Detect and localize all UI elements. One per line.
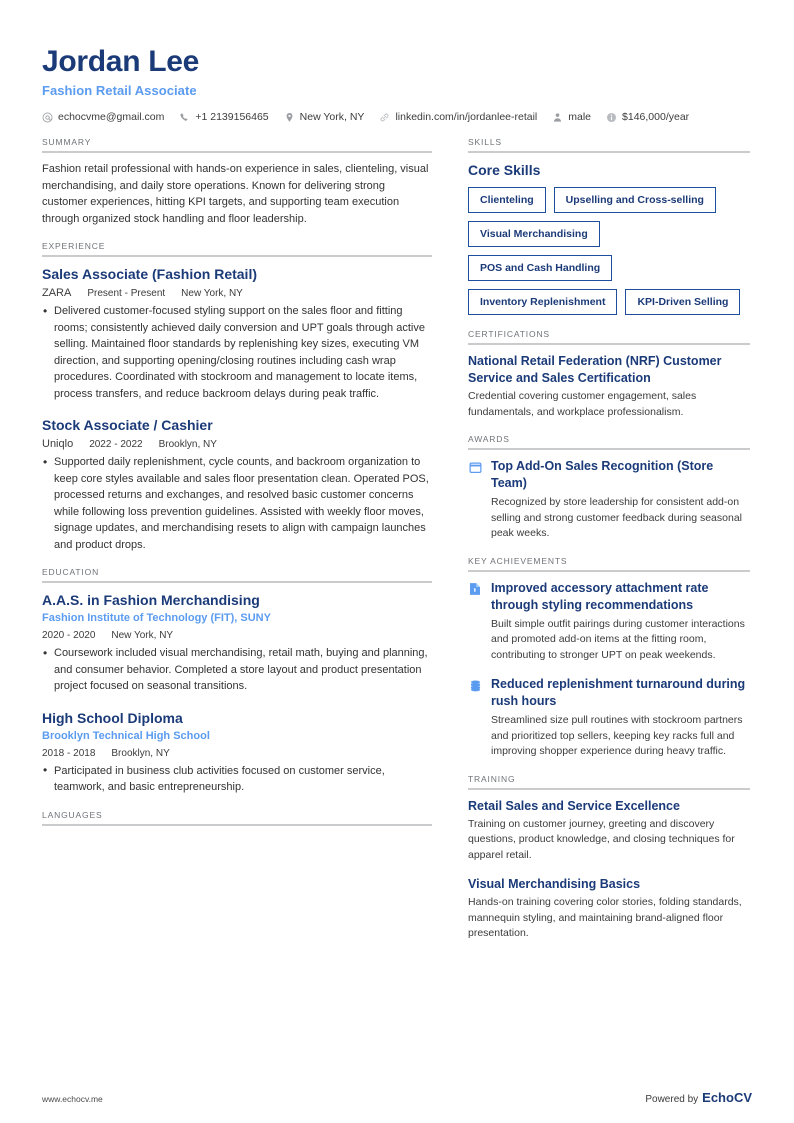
achievement-item (468, 580, 750, 664)
achievement-body (491, 580, 750, 664)
location-icon (284, 112, 295, 123)
skills-group-title: Core Skills (468, 162, 541, 178)
contact-salary-value: $146,000/year (622, 111, 690, 123)
section-key-achievements (468, 556, 750, 760)
education-degree: High School Diploma (42, 709, 183, 726)
summary-text: Fashion retail professional with hands-on experience in sales, clienteling, visual merchandising, and daily store operations. Known for delivering strong customer experiences, hitting KPI targets, and supporting team execution through organized stock handling and floor leadership. (42, 163, 429, 225)
contact-gender (552, 111, 591, 123)
certification-title: National Retail Federation (NRF) Customer Service and Sales Certification (468, 354, 722, 385)
education-bullets (42, 763, 432, 796)
contact-row (42, 111, 752, 123)
experience-title: Sales Associate (Fashion Retail) (42, 266, 257, 282)
section-heading-languages: LANGUAGES (42, 809, 103, 820)
skill-chip: Clienteling (468, 187, 546, 213)
skill-chip: Visual Merchandising (468, 221, 600, 247)
section-certifications (468, 329, 750, 420)
skill-chip: POS and Cash Handling (468, 255, 612, 281)
section-heading-summary: SUMMARY (42, 137, 92, 147)
experience-title: Stock Associate / Cashier (42, 417, 213, 433)
person-icon (552, 112, 563, 123)
experience-entry (42, 265, 432, 402)
skill-chip: Upselling and Cross-selling (554, 187, 716, 213)
achievement-body (491, 676, 750, 760)
section-awards (468, 434, 750, 542)
section-divider (468, 343, 750, 345)
calendar-icon (468, 459, 482, 476)
section-divider (468, 151, 750, 153)
award-title: Top Add-On Sales Recognition (Store Team) (491, 459, 714, 490)
experience-dates: 2022 - 2022 (89, 439, 143, 450)
education-school: Fashion Institute of Technology (FIT), SUNY (42, 612, 271, 624)
section-divider (42, 151, 432, 153)
experience-org: Uniqlo (42, 438, 74, 450)
section-heading-key-achievements: KEY ACHIEVEMENTS (468, 555, 568, 566)
section-summary (42, 137, 432, 227)
award-item (468, 458, 750, 542)
section-experience (42, 241, 432, 553)
skill-chip: KPI-Driven Selling (625, 289, 740, 315)
experience-org: ZARA (42, 287, 72, 299)
contact-location (284, 111, 365, 123)
email-icon (42, 112, 53, 123)
section-training (468, 774, 750, 942)
left-column (42, 137, 432, 956)
education-school: Brooklyn Technical High School (42, 729, 210, 742)
contact-phone[interactable] (179, 111, 268, 123)
full-name: Jordan Lee (42, 45, 200, 78)
section-divider (42, 824, 432, 826)
skill-chip-list (468, 187, 750, 315)
bullet-item: • Participated in business club activities focused on customer service, teamwork, and basic entrepreneurship. (42, 763, 432, 796)
experience-meta (42, 437, 432, 452)
section-divider (42, 581, 432, 583)
resume-columns (42, 137, 752, 956)
training-title: Retail Sales and Service Excellence (468, 798, 680, 813)
training-item (468, 876, 750, 942)
education-bullets (42, 645, 432, 695)
info-icon (606, 112, 617, 123)
education-dates: 2020 - 2020 (42, 630, 96, 641)
section-divider (42, 255, 432, 257)
education-degree: A.A.S. in Fashion Merchandising (42, 592, 260, 608)
contact-phone-value: +1 2139156465 (195, 111, 269, 123)
education-location: New York, NY (111, 630, 174, 641)
section-skills (468, 137, 750, 315)
job-title: Fashion Retail Associate (42, 83, 197, 98)
achievement-desc: Streamlined size pull routines with stockroom partners and prioritized top sellers, keeping key racks full and improving shopper experience during heavy traffic. (491, 714, 743, 757)
achievement-title: Improved accessory attachment rate through styling recommendations (491, 580, 709, 612)
contact-salary (606, 111, 689, 123)
contact-location-value: New York, NY (299, 111, 365, 123)
experience-location: New York, NY (181, 288, 243, 299)
bullet-item: • Delivered customer-focused styling support on the sales floor and fitting rooms; consistently achieved daily conversion and UPT goals through active selling. Maintained floor standards by replenishing key sizes, executing VM direction, and supporting opening/closing routines including cash wrap procedures. Coordinated with stockroom and management to locate items, process transfers, and reduce backroom delays during peak traffic. (42, 303, 432, 402)
contact-linkedin-value: linkedin.com/in/jordanlee-retail (395, 111, 538, 123)
achievement-title: Reduced replenishment turnaround during rush hours (491, 677, 746, 708)
experience-dates: Present - Present (87, 288, 166, 299)
bullet-item: • Supported daily replenishment, cycle counts, and backroom organization to keep core styles available and sales floor presentation clean. Operated POS, processed returns and exchanges, and resolved basic customer concerns while following loss prevention guidelines. Assisted with weekly floor moves, signage updates, and merchandising resets to align with campaign launches and product drops. (42, 454, 432, 553)
certification-item (468, 353, 750, 420)
section-heading-experience: EXPERIENCE (42, 241, 106, 251)
section-heading-awards: AWARDS (468, 434, 510, 444)
section-heading-certifications: CERTIFICATIONS (468, 329, 550, 339)
section-divider (468, 788, 750, 790)
contact-linkedin[interactable] (379, 111, 537, 123)
section-education (42, 567, 432, 796)
experience-entry (42, 416, 432, 553)
experience-location: Brooklyn, NY (158, 439, 217, 450)
award-body (491, 458, 750, 542)
resume-header (42, 44, 752, 123)
phone-icon (179, 112, 190, 123)
education-meta (42, 746, 432, 761)
training-item (468, 798, 750, 864)
award-desc: Recognized by store leadership for consistent add-on selling and strong customer feedback during seasonal peak weeks. (491, 496, 742, 539)
section-divider (468, 570, 750, 572)
section-languages (42, 810, 432, 826)
skill-chip: Inventory Replenishment (468, 289, 617, 315)
experience-bullets (42, 303, 432, 402)
contact-gender-value: male (568, 111, 592, 123)
education-dates: 2018 - 2018 (42, 747, 96, 759)
education-entry (42, 709, 432, 796)
page-footer (42, 1089, 752, 1107)
certification-desc: Credential covering customer engagement, sales fundamentals, and workplace professionalism. (468, 390, 697, 418)
contact-email-value: echocvme@gmail.com (58, 111, 165, 123)
document-icon (468, 581, 482, 598)
section-heading-skills: SKILLS (468, 137, 502, 147)
education-entry (42, 591, 432, 695)
footer-brand: EchoCV (702, 1090, 752, 1105)
bullet-item: • Coursework included visual merchandising, retail math, buying and planning, and consumer behavior. Completed a store layout and product presentation project focused on seasonal transitions. (42, 645, 432, 695)
section-heading-training: TRAINING (468, 773, 516, 784)
education-location: Brooklyn, NY (111, 747, 170, 759)
training-desc: Training on customer journey, greeting and discovery questions, product knowledge, and closing techniques for apparel retail. (468, 817, 735, 861)
database-icon (468, 677, 482, 694)
training-desc: Hands-on training covering color stories, folding standards, mannequin styling, and maintaining brand-aligned floor presentation. (468, 896, 742, 939)
footer-powered-by (645, 1089, 752, 1107)
education-meta (42, 628, 432, 643)
section-heading-education: EDUCATION (42, 567, 100, 577)
right-column (468, 137, 750, 956)
training-title: Visual Merchandising Basics (468, 877, 641, 891)
footer-powered-label: Powered by (645, 1094, 699, 1105)
achievement-item (468, 676, 750, 760)
link-icon (379, 112, 390, 123)
achievement-desc: Built simple outfit pairings during customer interactions and promoted add-on items at the fitting room, contributing to stronger UPT on peak weekends. (491, 617, 745, 661)
section-divider (468, 448, 750, 450)
contact-email[interactable] (42, 111, 164, 123)
experience-meta (42, 286, 432, 301)
footer-url[interactable]: www.echocv.me (42, 1094, 103, 1104)
experience-bullets (42, 454, 432, 553)
